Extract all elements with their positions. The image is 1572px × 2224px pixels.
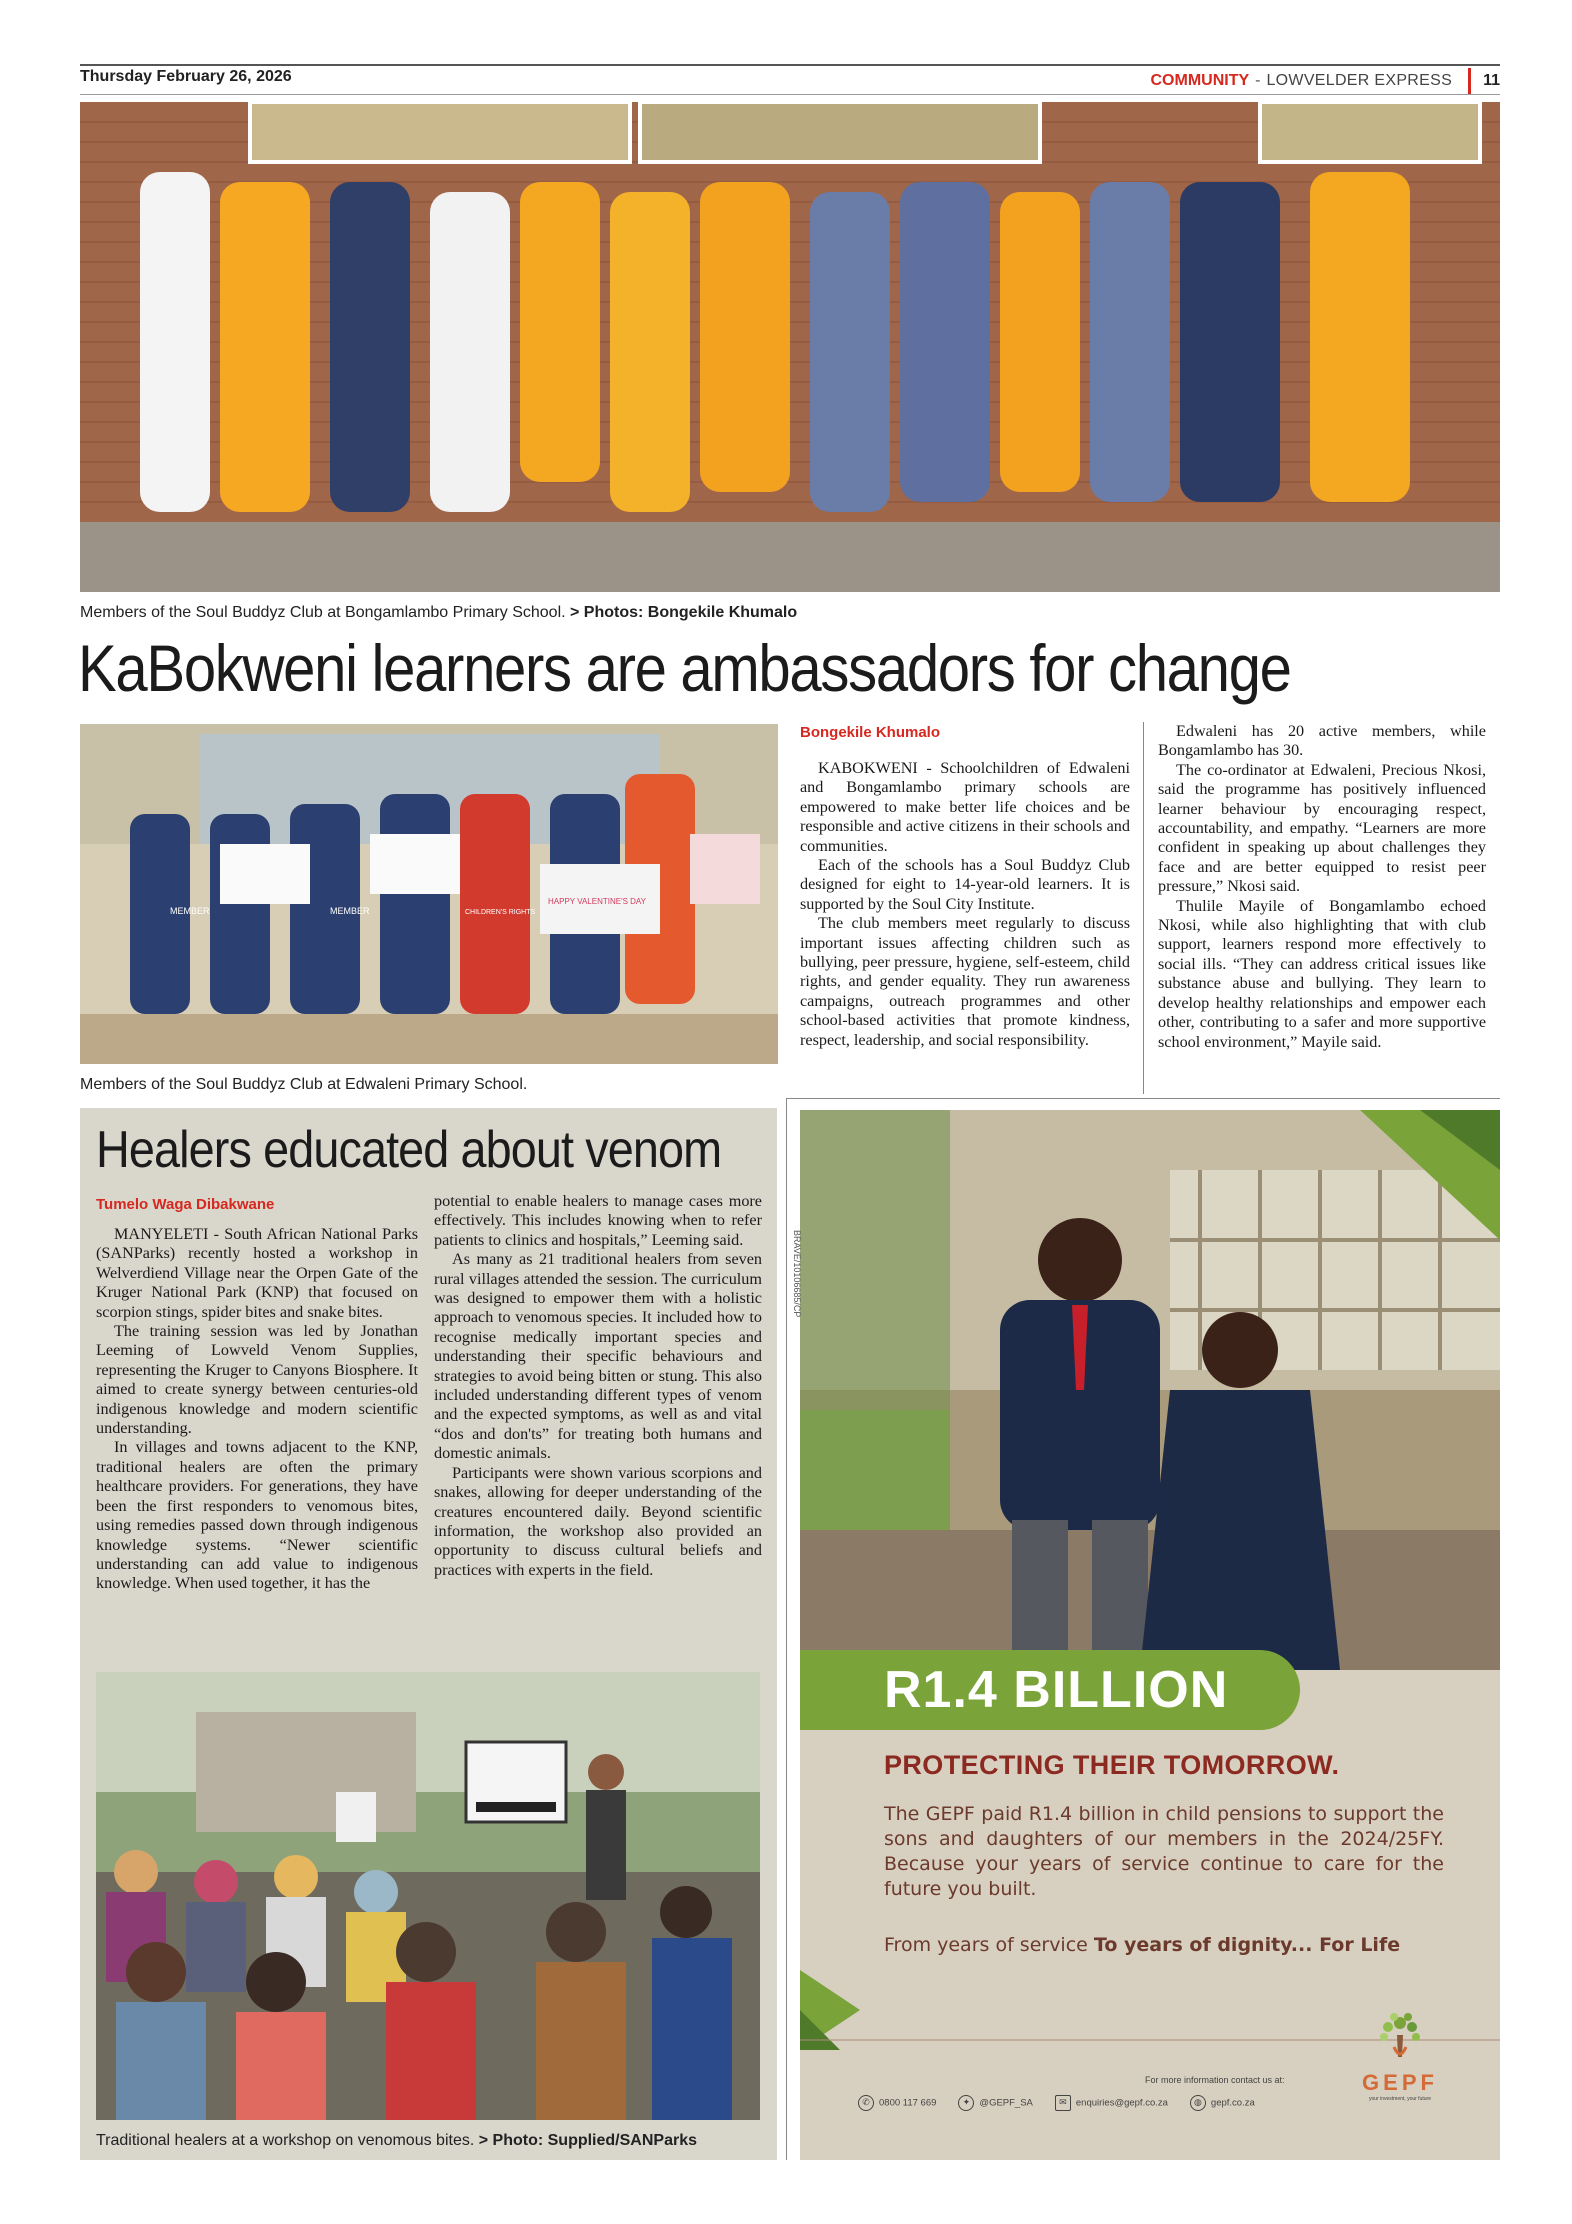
- ad-contacts: [858, 2095, 1255, 2111]
- article2-paragraph: potential to enable healers to manage cases more effectively. This includes knowing when to refer patients to clinics and hospitals,” Leeming said.: [434, 1192, 762, 1249]
- twitter-icon: ✦: [958, 2095, 974, 2111]
- section-name: COMMUNITY: [1150, 72, 1250, 89]
- header-top-rule: [80, 64, 1500, 66]
- mail-icon: ✉: [1055, 2095, 1071, 2111]
- page-number: 11: [1483, 72, 1500, 89]
- gepf-advertisement: [792, 1110, 1500, 2160]
- ad-body-text: The GEPF paid R1.4 billion in child pensions to support the sons and daughters of our members in the 2024/25FY. Because your years of service continue to care for the future you built.: [884, 1803, 1444, 1900]
- ad-contact-title: For more information contact us at:: [1145, 2075, 1285, 2085]
- top-photo-caption: [80, 604, 797, 622]
- header-right: [1150, 68, 1500, 94]
- article2-column-1: [96, 1196, 418, 1594]
- ad-tagline-lead: From years of service: [884, 1934, 1088, 1956]
- header-bottom-rule: [80, 94, 1500, 95]
- ad-social: @GEPF_SA: [979, 2097, 1033, 2109]
- ad-tagline-bold: To years of dignity... For Life: [1093, 1934, 1401, 1956]
- article1-column-2: [1158, 722, 1486, 1052]
- gepf-logo-tagline: your investment, your future: [1369, 2096, 1431, 2102]
- ad-subheadline: PROTECTING THEIR TOMORROW.: [884, 1750, 1340, 1780]
- ad-website: gepf.co.za: [1210, 2097, 1255, 2109]
- article1-paragraph: Edwaleni has 20 active members, while Bongamlambo has 30.: [1158, 722, 1486, 760]
- sign-valentines: HAPPY VALENTINE'S DAY: [548, 897, 647, 906]
- article2-paragraph: As many as 21 traditional healers from seven rural villages attended the session. The curriculum was designed to empower them with a holistic approach to venomous species. It included how to recognise medically important species and understanding their specific behaviours and strategies to avoid being bitten or stung. This also included understanding different types of venom and the expected symptoms, as well as and vital “dos and don'ts” for treating both humans and domestic animals.: [434, 1250, 762, 1463]
- article2-paragraph: In villages and towns adjacent to the KNP, traditional healers are often the primary healthcare providers. For generations, they have been the first responders to venomous bites, using remedies passed down through indigenous knowledge systems. “Newer scientific understanding can add value to indigenous knowledge. When used together, it has the: [96, 1438, 418, 1593]
- ad-contact-social[interactable]: [958, 2095, 1032, 2111]
- article1-column-1: [800, 724, 1130, 1050]
- article2-paragraph: The training session was led by Jonathan Leeming of Lowveld Venom Supplies, representing the Kruger to Canyons Biosphere. It aimed to create synergy between centuries-old indigenous knowledge and modern scientific understanding.: [96, 1322, 418, 1438]
- photo-healers-workshop: [96, 1672, 760, 2120]
- sign-member-2: MEMBER: [330, 906, 370, 916]
- ad-headline: R1.4 BILLION: [884, 1661, 1229, 1719]
- header-divider-bar: [1468, 68, 1471, 94]
- section-divider: [786, 1098, 1500, 1099]
- ad-email: enquiries@gepf.co.za: [1075, 2097, 1168, 2109]
- healers-photo-credit: > Photo: Supplied/SANParks: [478, 2132, 697, 2149]
- gepf-logo-text: GEPF: [1362, 2070, 1438, 2095]
- article2-column-2: [434, 1192, 762, 1580]
- top-photo-caption-text: Members of the Soul Buddyz Club at Bongamlambo Primary School.: [80, 604, 566, 621]
- ad-photo-schoolchildren: [800, 1110, 1500, 1670]
- article1-byline: Bongekile Khumalo: [800, 724, 941, 741]
- photo-soul-buddyz-edwaleni: [80, 724, 778, 1064]
- column-divider: [1143, 722, 1144, 1094]
- healers-photo-caption: [96, 2132, 697, 2150]
- tree-icon: [1370, 2005, 1430, 2065]
- inline-photo-caption: Members of the Soul Buddyz Club at Edwaleni Primary School.: [80, 1076, 528, 1093]
- ad-side-code: BRAVE/10106685/CP: [792, 1230, 802, 1318]
- article1-paragraph: Each of the schools has a Soul Buddyz Club designed for eight to 14-year-old learners. It is supported by the Soul City Institute.: [800, 856, 1130, 913]
- issue-date: Thursday February 26, 2026: [80, 68, 292, 85]
- sign-member-1: MEMBER: [170, 906, 210, 916]
- ad-contact-email[interactable]: [1055, 2095, 1168, 2111]
- article1-paragraph: Thulile Mayile of Bongamlambo echoed Nkosi, while also highlighting that with club support, learners respond more effectively to social ills. “They can address critical issues like substance abuse and bullying. They learn to develop healthy relationships and empower each other, contributing to a safer and more supportive school environment,” Mayile said.: [1158, 896, 1486, 1051]
- article1-paragraph: KABOKWENI - Schoolchildren of Edwaleni and Bongamlambo primary schools are empowered to make better life choices and be responsible and active citizens in their schools and communities.: [800, 759, 1130, 855]
- article1-headline: KaBokweni learners are ambassadors for change: [78, 631, 1291, 705]
- ad-phone: 0800 117 669: [879, 2097, 937, 2109]
- header-separator: -: [1255, 72, 1261, 89]
- article2-paragraph: Participants were shown various scorpions and snakes, allowing for deeper understanding of the creatures encountered daily. Beyond scientific information, the workshop also provided an opportunity to discuss cultural beliefs and practices with experts in the field.: [434, 1463, 762, 1579]
- photo-soul-buddyz-bongamlambo: [80, 102, 1500, 592]
- top-photo-credit: > Photos: Bongekile Khumalo: [570, 604, 798, 621]
- publication-name: LOWVELDER EXPRESS: [1266, 72, 1453, 89]
- healers-photo-caption-text: Traditional healers at a workshop on venomous bites.: [96, 2132, 475, 2149]
- gepf-logo: [1345, 2005, 1455, 2135]
- globe-icon: ◍: [1190, 2095, 1206, 2111]
- article1-paragraph: The club members meet regularly to discuss important issues affecting children such as bullying, peer pressure, hygiene, self-esteem, child rights, and gender equality. They run awareness campaigns, outreach programmes and other school-based activities that promote kindness, respect, leadership, and social responsibility.: [800, 914, 1130, 1049]
- phone-icon: ✆: [858, 2095, 874, 2111]
- article1-paragraph: The co-ordinator at Edwaleni, Precious Nkosi, said the programme has positively influenced learner behaviour by encouraging respect, accountability, and empathy. “Learners are more confident in speaking up about challenges they face and are better equipped to resist peer pressure,” Nkosi said.: [1158, 760, 1486, 896]
- ad-contact-phone[interactable]: [858, 2095, 936, 2111]
- ad-contact-web[interactable]: [1190, 2095, 1255, 2111]
- article2-byline: Tumelo Waga Dibakwane: [96, 1196, 275, 1213]
- article2-paragraph: MANYELETI - South African National Parks (SANParks) recently hosted a workshop in Welverdiend Village near the Orpen Gate of the Kruger National Park (KNP) that focused on scorpion stings, spider bites and snake bites.: [96, 1225, 418, 1321]
- article2-headline: Healers educated about venom: [96, 1121, 722, 1179]
- section-divider-vertical: [786, 1098, 787, 2160]
- sign-childrens-rights: CHILDREN'S RIGHTS: [465, 909, 536, 916]
